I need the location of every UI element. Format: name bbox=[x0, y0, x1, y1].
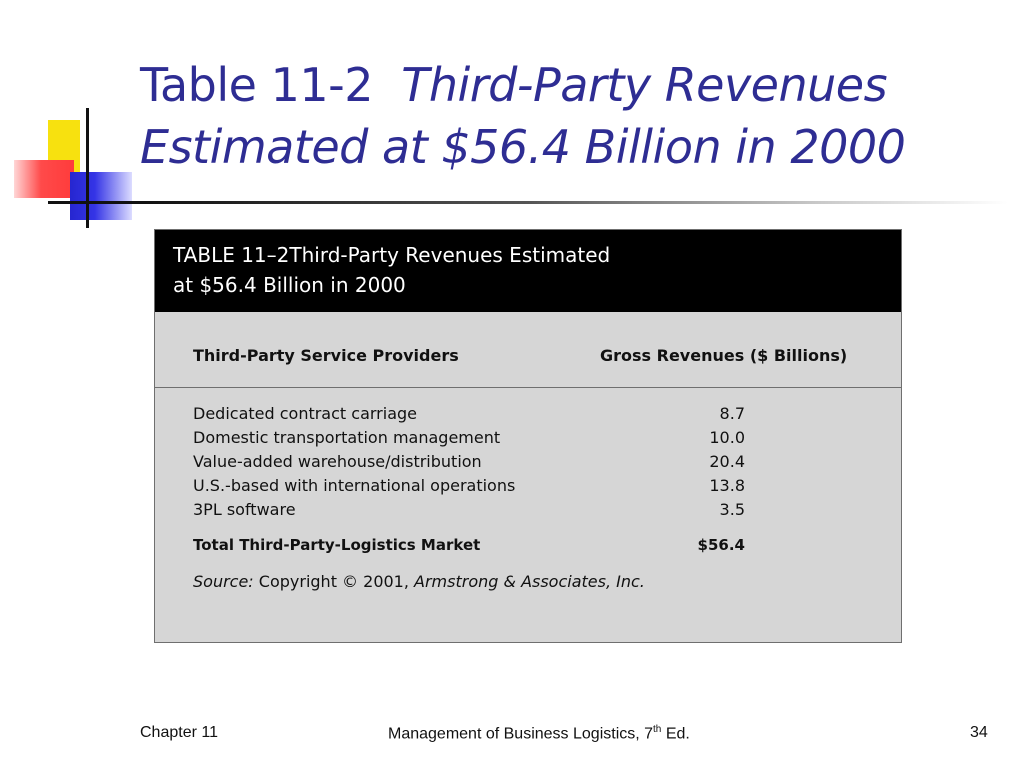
footer-book-title-end: Ed. bbox=[661, 725, 690, 743]
table-source bbox=[193, 572, 645, 591]
row-name: U.S.-based with international operations bbox=[193, 476, 516, 495]
row-value: 3.5 bbox=[719, 500, 745, 519]
revenue-table bbox=[154, 229, 902, 643]
source-company: Armstrong & Associates, Inc. bbox=[414, 572, 645, 591]
table-title-line2: at $56.4 Billion in 2000 bbox=[173, 273, 406, 297]
row-name: Value-added warehouse/distribution bbox=[193, 452, 482, 471]
vertical-rule bbox=[86, 108, 89, 228]
table-row bbox=[155, 426, 901, 450]
row-value: 8.7 bbox=[719, 404, 745, 423]
title-number: Table 11-2 bbox=[140, 58, 373, 112]
title-line1: Third-Party Revenues bbox=[401, 58, 888, 112]
red-square bbox=[14, 160, 74, 198]
total-name: Total Third-Party-Logistics Market bbox=[193, 536, 481, 554]
footer-chapter: Chapter 11 bbox=[140, 724, 218, 741]
decorative-corner-graphic bbox=[0, 0, 150, 240]
total-value: $56.4 bbox=[697, 536, 745, 554]
column-headers bbox=[155, 312, 901, 388]
source-label: Source: bbox=[193, 572, 254, 591]
table-label: TABLE 11–2 bbox=[173, 243, 290, 267]
column-header-provider: Third-Party Service Providers bbox=[193, 346, 459, 365]
row-value: 13.8 bbox=[709, 476, 745, 495]
row-name: Domestic transportation management bbox=[193, 428, 501, 447]
footer-book-title-text: Management of Business Logistics, 7 bbox=[388, 725, 654, 743]
table-row bbox=[155, 402, 901, 426]
table-row bbox=[155, 474, 901, 498]
table-total-row bbox=[155, 534, 901, 558]
footer-book-title bbox=[388, 724, 690, 743]
source-text: Copyright © 2001, bbox=[253, 572, 415, 591]
slide-number: 34 bbox=[970, 724, 988, 741]
table-title-line1: Third-Party Revenues Estimated bbox=[289, 243, 611, 267]
slide-title bbox=[140, 54, 1010, 178]
column-header-revenue: Gross Revenues ($ Billions) bbox=[600, 346, 848, 365]
table-row bbox=[155, 450, 901, 474]
table-body bbox=[155, 388, 901, 558]
row-name: Dedicated contract carriage bbox=[193, 404, 417, 423]
row-value: 10.0 bbox=[709, 428, 745, 447]
row-value: 20.4 bbox=[709, 452, 745, 471]
footer-book-title-sup: th bbox=[653, 724, 662, 735]
title-line2: Estimated at $56.4 Billion in 2000 bbox=[140, 120, 906, 174]
title-underline bbox=[48, 201, 1008, 204]
row-name: 3PL software bbox=[193, 500, 296, 519]
table-header bbox=[155, 230, 901, 312]
blue-square bbox=[70, 172, 132, 220]
table-row bbox=[155, 498, 901, 522]
